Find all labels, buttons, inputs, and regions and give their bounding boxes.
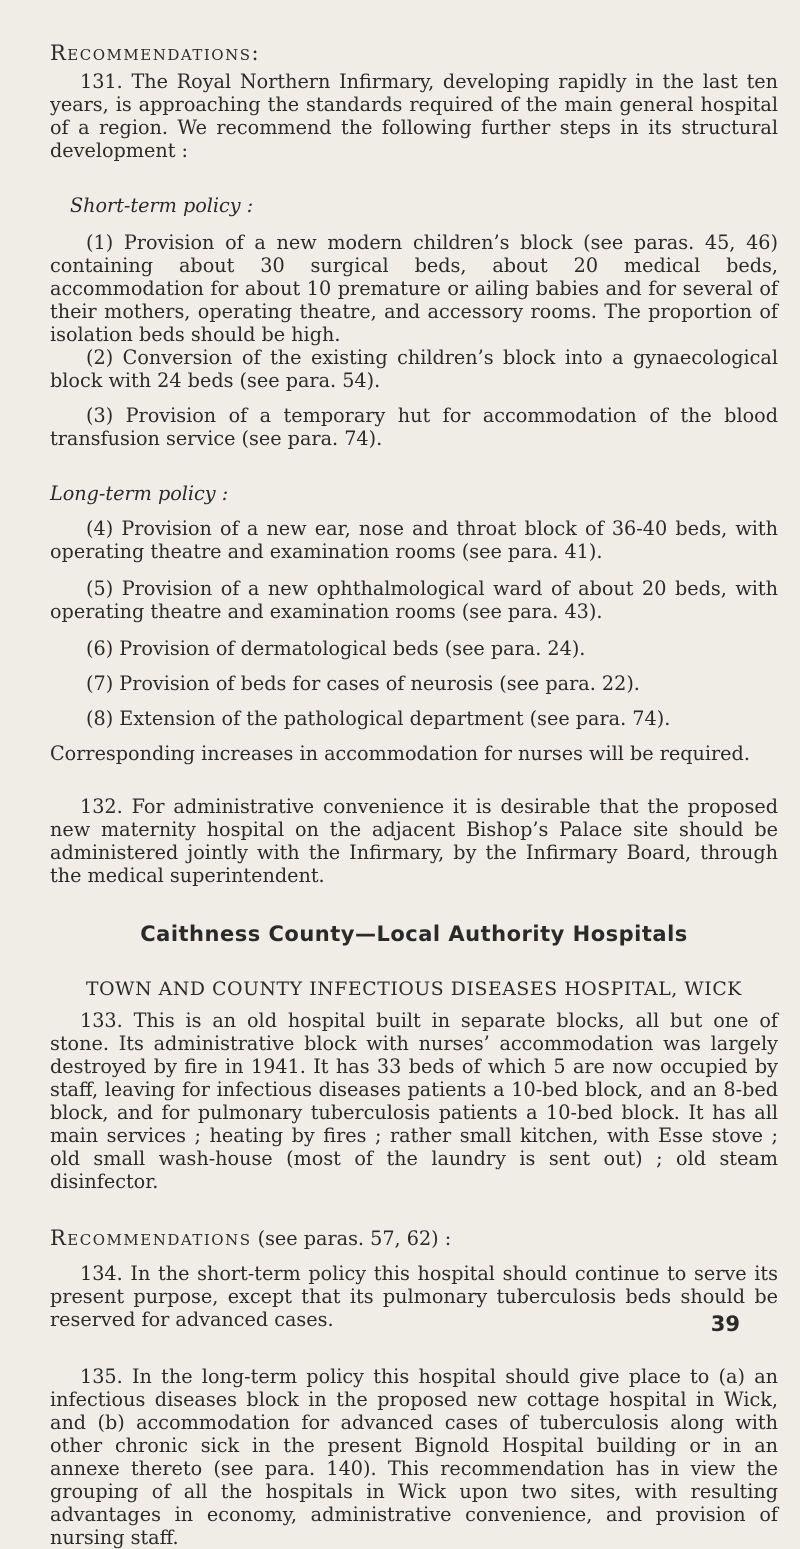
recommendations-subheading	[50, 1227, 778, 1250]
long-term-heading: Long-term policy :	[50, 482, 229, 505]
long-term-item-7: (7) Provision of beds for cases of neurosis (see para. 22).	[86, 672, 640, 695]
short-term-heading: Short-term policy :	[70, 194, 254, 217]
paragraph-134: 134. In the short-term policy this hospital should continue to serve its present purpose, except that its pulmonary tuberculosis beds should be reserved for advanced cases.	[50, 1262, 778, 1331]
paragraph-132: 132. For administrative convenience it is desirable that the proposed new maternity hospital on the adjacent Bishop’s Palace site should be administered jointly with the Infirmary, by the Infirmary Board, through the medical superintendent.	[50, 795, 778, 887]
long-term-item-5: (5) Provision of a new ophthalmological ward of about 20 beds, with operating theatre and examination rooms (see para. 43).	[50, 577, 778, 623]
short-term-item-2: (2) Conversion of the existing children’s block into a gynaecological block with 24 beds (see para. 54).	[50, 346, 778, 392]
nurses-note: Corresponding increases in accommodation for nurses will be required.	[50, 742, 750, 765]
recommendations-ref: (see paras. 57, 62) :	[251, 1227, 452, 1250]
recommendations-label: Recommendations	[50, 1226, 252, 1250]
hospital-title: TOWN AND COUNTY INFECTIOUS DISEASES HOSPITAL, WICK	[86, 979, 742, 1000]
paragraph-131: 131. The Royal Northern Infirmary, developing rapidly in the last ten years, is approaching the standards required of the main general hospital of a region. We recommend the following further steps in its structural development :	[50, 70, 778, 162]
page-number: 39	[710, 1312, 740, 1336]
short-term-item-1: (1) Provision of a new modern children’s block (see paras. 45, 46) containing about 30 surgical beds, about 20 medical beds, accommodation for about 10 premature or ailing babies and for several of their mothers, operating theatre, and accessory rooms. The proportion of isolation beds should be high.	[50, 231, 778, 346]
recommendations-heading: Recommendations:	[50, 41, 261, 65]
short-term-item-3: (3) Provision of a temporary hut for accommodation of the blood transfusion service (see para. 74).	[50, 404, 778, 450]
paragraph-133: 133. This is an old hospital built in separate blocks, all but one of stone. Its administrative block with nurses’ accommodation was largely destroyed by fire in 1941. It has 33 beds of which 5 are now occupied by staff, leaving for infectious diseases patients a 10-bed block, and an 8-bed block, and for pulmonary tuberculosis patients a 10-bed block. It has all main services ; heating by fires ; rather small kitchen, with Esse stove ; old small wash-house (most of the laundry is sent out) ; old steam disinfector.	[50, 1009, 778, 1193]
section-title: Caithness County—Local Authority Hospitals	[140, 922, 688, 946]
long-term-item-8: (8) Extension of the pathological department (see para. 74).	[86, 707, 671, 730]
long-term-item-4: (4) Provision of a new ear, nose and throat block of 36-40 beds, with operating theatre and examination rooms (see para. 41).	[50, 517, 778, 563]
paragraph-135: 135. In the long-term policy this hospital should give place to (a) an infectious diseases block in the proposed new cottage hospital in Wick, and (b) accommodation for advanced cases of tuberculosis along with other chronic sick in the present Bignold Hospital building or in an annexe thereto (see para. 140). This recommendation has in view the grouping of all the hospitals in Wick upon two sites, with resulting advantages in economy, administrative convenience, and provision of nursing staff.	[50, 1365, 778, 1549]
long-term-item-6: (6) Provision of dermatological beds (see para. 24).	[86, 637, 586, 660]
